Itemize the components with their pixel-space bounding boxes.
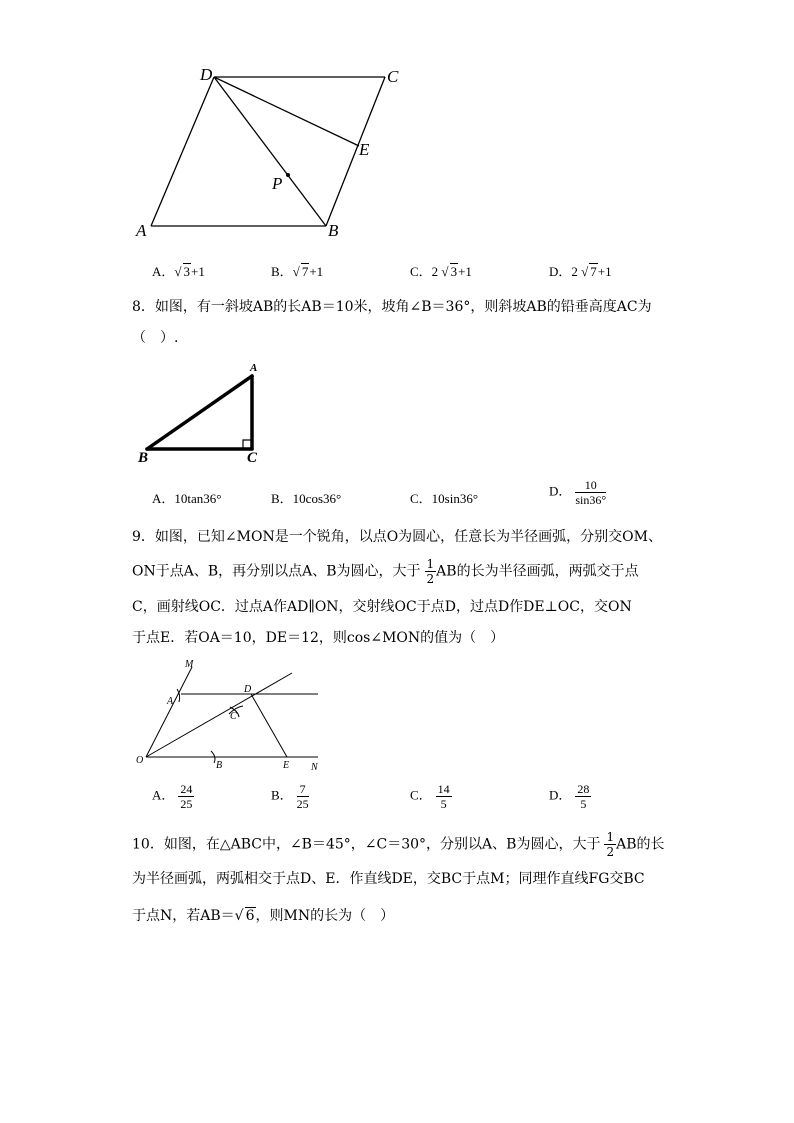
fraction-one-half: $\frac{1}{2}$ xyxy=(426,557,435,586)
q10-text-line2: 为半径画弧，两弧相交于点D、E．作直线DE，交BC于点M；同理作直线FG交BC xyxy=(132,871,645,887)
q7-option-c[interactable]: C．2 √ 3+1 xyxy=(410,264,472,279)
q7-option-d[interactable]: D．2 √ 7+1 xyxy=(549,264,612,279)
q9-option-d[interactable]: D． $\frac{28}{5}$ xyxy=(549,782,590,811)
label-O: O xyxy=(136,755,144,766)
q10-text-line3: 于点N，若AB＝√ 6，则MN的长为（ ） xyxy=(132,908,395,924)
q9-option-b[interactable]: B． $\frac{7}{25}$ xyxy=(271,782,309,811)
q9-text-line4: 于点E．若OA＝10，DE＝12，则cos∠MON的值为（ ） xyxy=(132,630,505,646)
segment-CB xyxy=(326,77,385,226)
q7-option-b[interactable]: B．√ 7+1 xyxy=(271,264,324,279)
q8-text-line2: （ ）. xyxy=(132,330,179,346)
label-E: E xyxy=(283,760,290,771)
label-A: A xyxy=(167,696,174,707)
q9-option-a[interactable]: A． $\frac{24}{25}$ xyxy=(152,782,193,811)
label-D: D xyxy=(244,684,252,695)
q8-text-line1: 8．如图，有一斜坡AB的长AB＝10米，坡角∠B＝36°，则斜坡AB的铅垂高度AC为 xyxy=(132,299,652,315)
q9-text-line2: ON于点A、B，再分别以点A、B为圆心，大于 $\frac{1}{2}$ AB的长为半径画弧，两弧交于点 xyxy=(132,557,639,586)
label-C: C xyxy=(230,711,237,722)
segment-DB xyxy=(214,77,326,226)
label-A: A xyxy=(136,221,147,240)
figure-parallelogram xyxy=(130,60,410,245)
segment-BA xyxy=(147,376,252,449)
label-B: B xyxy=(216,760,223,771)
label-E: E xyxy=(359,140,370,159)
label-B: B xyxy=(138,450,149,466)
q8-option-d[interactable]: D． $\frac{10}{\sin 36^\circ}$ xyxy=(549,478,607,507)
q9-text-line3: C，画射线OC．过点A作AD∥ON，交射线OC于点D，过点D作DE⊥OC，交ON xyxy=(132,599,632,615)
segment-DE xyxy=(251,694,287,757)
label-C: C xyxy=(247,450,258,466)
label-N: N xyxy=(311,762,318,773)
q9-text-line1: 9．如图，已知∠MON是一个锐角，以点O为圆心，任意长为半径画弧，分别交OM、 xyxy=(132,529,662,545)
figure-angle-construction xyxy=(130,655,330,775)
segment-AD xyxy=(151,77,214,226)
q7-option-a[interactable]: A．√ 3+1 xyxy=(152,264,205,279)
segment-DE xyxy=(214,77,359,146)
point-P-dot xyxy=(286,173,290,177)
q9-option-c[interactable]: C． $\frac{14}{5}$ xyxy=(410,782,450,811)
q8-option-a[interactable]: A．10tan36° xyxy=(152,491,222,506)
label-M: M xyxy=(185,659,194,670)
q8-option-c[interactable]: C．10sin36° xyxy=(410,491,479,506)
figure-slope-triangle xyxy=(135,360,270,468)
q8-option-b[interactable]: B．10cos36° xyxy=(271,491,342,506)
fraction-one-half: $\frac{1}{2}$ xyxy=(606,830,615,859)
label-B: B xyxy=(328,221,339,240)
label-C: C xyxy=(387,67,399,86)
label-P: P xyxy=(272,174,283,193)
q10-text-line1: 10．如图，在△ABC中，∠B＝45°，∠C＝30°，分别以A、B为圆心，大于 $\frac{1}{2}$ AB的长 xyxy=(132,830,665,859)
label-A: A xyxy=(250,362,258,374)
label-D: D xyxy=(200,65,213,84)
